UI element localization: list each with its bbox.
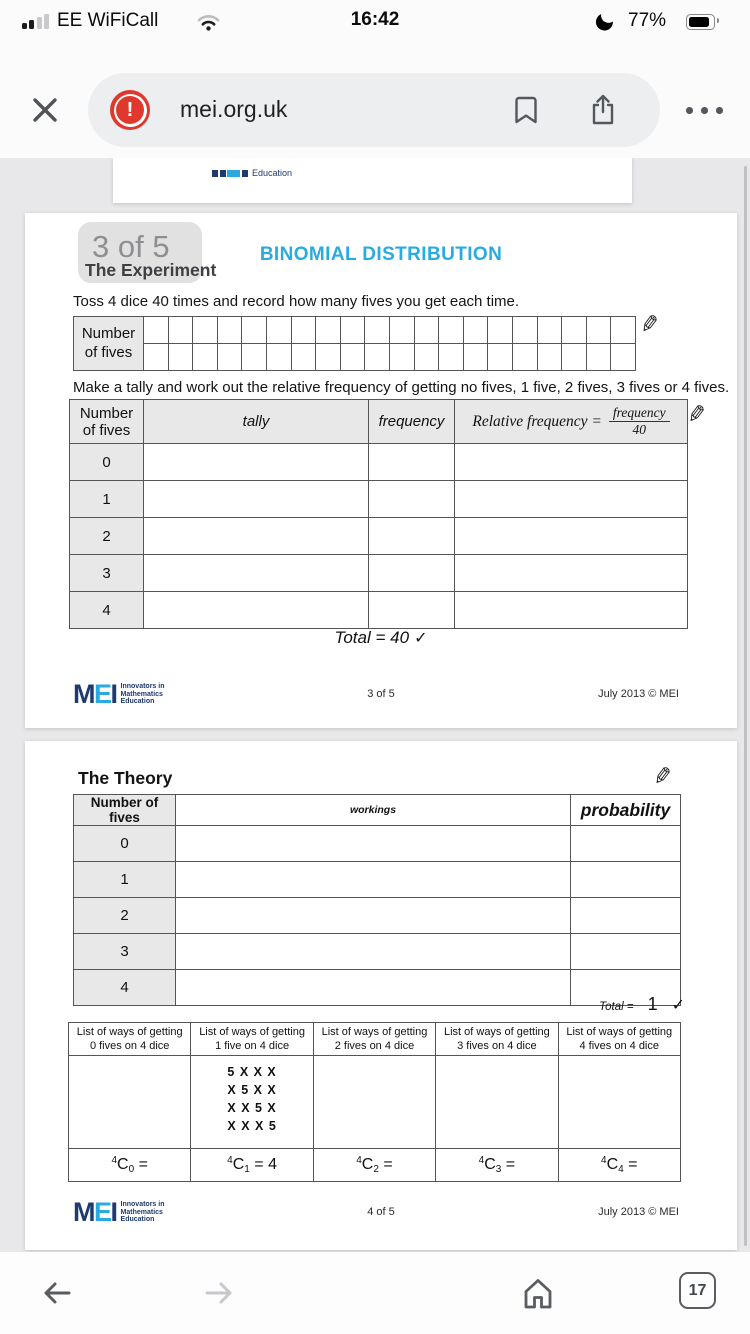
- ways-header-4: List of ways of getting 4 fives on 4 dice: [558, 1023, 680, 1056]
- pdf-page-3: [25, 213, 737, 728]
- record-grid-header: Number of fives: [74, 317, 144, 371]
- pdf-page-4: [25, 741, 737, 1250]
- theory-col-workings: workings: [176, 795, 571, 826]
- clock: 16:42: [350, 9, 400, 30]
- ways-header-0: List of ways of getting 0 fives on 4 dice: [69, 1023, 191, 1056]
- combination-4C0: $^4C_0$ =: [69, 1149, 191, 1182]
- theory-row-label: 1: [74, 862, 176, 898]
- theory-row-label: 2: [74, 898, 176, 934]
- browser-bottom-toolbar: [0, 1252, 750, 1334]
- browser-top-chrome: [0, 0, 750, 158]
- tally-row-label: 0: [70, 444, 144, 481]
- combination-4C4: $^4C_4$ =: [558, 1149, 680, 1182]
- tab-switcher-button[interactable]: [679, 1272, 716, 1309]
- tally-col-relfreq: Relative frequency = $\frac{\text{frequency}}{40}$: [455, 400, 688, 444]
- scrollbar[interactable]: [744, 166, 747, 1246]
- share-icon[interactable]: [586, 93, 620, 129]
- check-icon: ✓: [414, 630, 428, 647]
- battery-percent: 77%: [628, 10, 667, 31]
- experiment-heading: The Experiment: [85, 260, 217, 280]
- tally-row-label: 3: [70, 555, 144, 592]
- ways-header-2: List of ways of getting 2 fives on 4 dice: [313, 1023, 435, 1056]
- record-instruction: Toss 4 dice 40 times and record how many fives you get each time.: [73, 293, 520, 310]
- bookmark-icon[interactable]: [510, 93, 542, 127]
- tally-table: [69, 399, 688, 629]
- battery-icon: [686, 14, 715, 30]
- footer-page-number: 3 of 5: [367, 688, 395, 700]
- pencil-icon: ✎: [651, 761, 674, 791]
- ways-header-3: List of ways of getting 3 fives on 4 dice: [436, 1023, 558, 1056]
- tally-col-tally: tally: [144, 400, 369, 444]
- mei-mini-logo: [212, 168, 292, 178]
- mei-logo: MEI Innovators in Mathematics Education: [73, 679, 165, 709]
- page-indicator-label: 3 of 5: [92, 229, 170, 264]
- combination-4C2: $^4C_2$ =: [313, 1149, 435, 1182]
- ways-header-1: List of ways of getting 1 five on 4 dice: [191, 1023, 313, 1056]
- forward-button[interactable]: [200, 1274, 238, 1312]
- check-icon: ✓: [671, 997, 685, 1014]
- pdf-page-2-partial: [113, 158, 632, 203]
- web-content-area: [0, 158, 750, 1252]
- pencil-icon: ✎: [685, 399, 708, 429]
- document-title: BINOMIAL DISTRIBUTION: [259, 244, 503, 265]
- theory-row-label: 0: [74, 826, 176, 862]
- ways-list-one-five: 5 X X X X 5 X X X X 5 X X X X 5: [191, 1056, 313, 1149]
- tally-row-label: 4: [70, 592, 144, 629]
- mini-logo-text: Education: [252, 168, 293, 178]
- tally-col-frequency: frequency: [369, 400, 455, 444]
- close-tab-icon[interactable]: [28, 93, 62, 127]
- tally-row-label: 1: [70, 481, 144, 518]
- overflow-menu-icon[interactable]: [686, 104, 732, 116]
- tally-row-label: 2: [70, 518, 144, 555]
- status-bar: [0, 0, 750, 44]
- footer-page-number: 4 of 5: [367, 1206, 395, 1218]
- theory-total: Total = 1 ✓: [599, 994, 685, 1014]
- theory-row-label: 4: [74, 970, 176, 1006]
- theory-heading: The Theory: [78, 768, 173, 788]
- theory-col-number: Number of fives: [74, 795, 176, 826]
- theory-col-probability: probability: [571, 795, 681, 826]
- url-bar[interactable]: [88, 73, 660, 147]
- theory-table: [73, 794, 681, 1006]
- home-button[interactable]: [518, 1274, 558, 1314]
- url-text[interactable]: mei.org.uk: [180, 96, 288, 122]
- footer-copyright: July 2013 © MEI: [598, 688, 679, 700]
- record-grid-table: [73, 316, 636, 371]
- tab-count: 17: [688, 1281, 707, 1299]
- combination-4C1: $^4C_1 = 4$: [191, 1149, 313, 1182]
- carrier-label: EE WiFiCall: [57, 10, 159, 31]
- tally-total: Total = 40 ✓: [334, 628, 428, 647]
- footer-copyright: July 2013 © MEI: [598, 1206, 679, 1218]
- theory-row-label: 3: [74, 934, 176, 970]
- security-error-icon: !: [110, 90, 150, 130]
- mei-logo: MEI Innovators in Mathematics Education: [73, 1197, 165, 1227]
- combination-4C3: $^4C_3$ =: [436, 1149, 558, 1182]
- tally-col-number: Number of fives: [70, 400, 144, 444]
- ways-table: [68, 1022, 681, 1182]
- tally-instruction: Make a tally and work out the relative frequency of getting no fives, 1 five, 2 fives, 3 fives or 4 fives.: [73, 379, 730, 396]
- back-button[interactable]: [38, 1274, 76, 1312]
- pencil-icon: ✎: [638, 309, 661, 339]
